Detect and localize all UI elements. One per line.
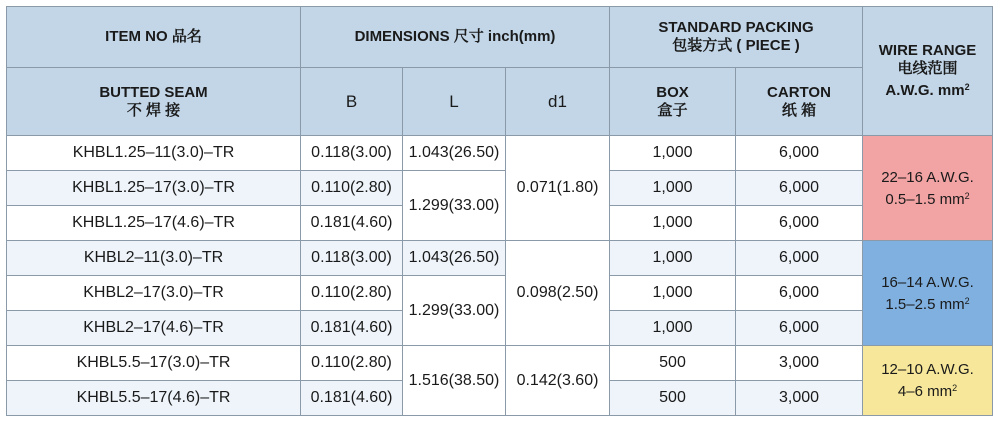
box-cell: 500 — [610, 346, 736, 381]
wire-range-cell: 12–10 A.W.G. 4–6 $mm^2$ — [863, 346, 993, 416]
item-cell: KHBL1.25–17(3.0)–TR — [7, 171, 301, 206]
b-cell: 0.110(2.80) — [301, 276, 403, 311]
item-cell: KHBL1.25–17(4.6)–TR — [7, 206, 301, 241]
carton-cell: 3,000 — [736, 381, 863, 416]
item-cell: KHBL1.25–11(3.0)–TR — [7, 136, 301, 171]
b-cell: 0.110(2.80) — [301, 171, 403, 206]
spec-table — [6, 6, 993, 416]
b-cell: 0.181(4.60) — [301, 381, 403, 416]
box-cell: 1,000 — [610, 311, 736, 346]
b-cell: 0.110(2.80) — [301, 346, 403, 381]
carton-cell: 6,000 — [736, 241, 863, 276]
l-cell: 1.299(33.00) — [403, 171, 506, 241]
item-cell: KHBL5.5–17(3.0)–TR — [7, 346, 301, 381]
box-cell: 500 — [610, 381, 736, 416]
dimensions-header: DIMENSIONS 尺寸 inch(mm) — [301, 7, 610, 68]
item-cell: KHBL2–11(3.0)–TR — [7, 241, 301, 276]
box-cell: 1,000 — [610, 136, 736, 171]
l-cell: 1.043(26.50) — [403, 136, 506, 171]
d1-cell: 0.098(2.50) — [506, 241, 610, 346]
box-column-header: BOX 盒子 — [610, 68, 736, 136]
l-column-header: L — [403, 68, 506, 136]
item-no-header: ITEM NO 品名 — [7, 7, 301, 68]
carton-cell: 3,000 — [736, 346, 863, 381]
table-row — [7, 346, 993, 381]
wire-range-cell: 16–14 A.W.G. 1.5–2.5 $mm^2$ — [863, 241, 993, 346]
b-cell: 0.118(3.00) — [301, 241, 403, 276]
box-cell: 1,000 — [610, 241, 736, 276]
item-cell: KHBL2–17(4.6)–TR — [7, 311, 301, 346]
item-cell: KHBL5.5–17(4.6)–TR — [7, 381, 301, 416]
wire-range-cell: 22–16 A.W.G. 0.5–1.5 $mm^2$ — [863, 136, 993, 241]
table-row — [7, 241, 993, 276]
table-row — [7, 276, 993, 311]
wire-range-header: WIRE RANGE 电线范围 A.W.G. $mm^2$ — [863, 7, 993, 136]
b-cell: 0.181(4.60) — [301, 206, 403, 241]
l-cell: 1.043(26.50) — [403, 241, 506, 276]
d1-cell: 0.071(1.80) — [506, 136, 610, 241]
carton-cell: 6,000 — [736, 206, 863, 241]
table-row — [7, 136, 993, 171]
item-cell: KHBL2–17(3.0)–TR — [7, 276, 301, 311]
carton-column-header: CARTON 纸 箱 — [736, 68, 863, 136]
l-cell: 1.516(38.50) — [403, 346, 506, 416]
l-cell: 1.299(33.00) — [403, 276, 506, 346]
carton-cell: 6,000 — [736, 136, 863, 171]
box-cell: 1,000 — [610, 206, 736, 241]
carton-cell: 6,000 — [736, 276, 863, 311]
d1-column-header: d1 — [506, 68, 610, 136]
box-cell: 1,000 — [610, 171, 736, 206]
table-row — [7, 171, 993, 206]
b-column-header: B — [301, 68, 403, 136]
b-cell: 0.181(4.60) — [301, 311, 403, 346]
carton-cell: 6,000 — [736, 171, 863, 206]
box-cell: 1,000 — [610, 276, 736, 311]
butted-seam-header: BUTTED SEAM 不 焊 接 — [7, 68, 301, 136]
standard-packing-header: STANDARD PACKING 包装方式 ( PIECE ) — [610, 7, 863, 68]
carton-cell: 6,000 — [736, 311, 863, 346]
b-cell: 0.118(3.00) — [301, 136, 403, 171]
d1-cell: 0.142(3.60) — [506, 346, 610, 416]
